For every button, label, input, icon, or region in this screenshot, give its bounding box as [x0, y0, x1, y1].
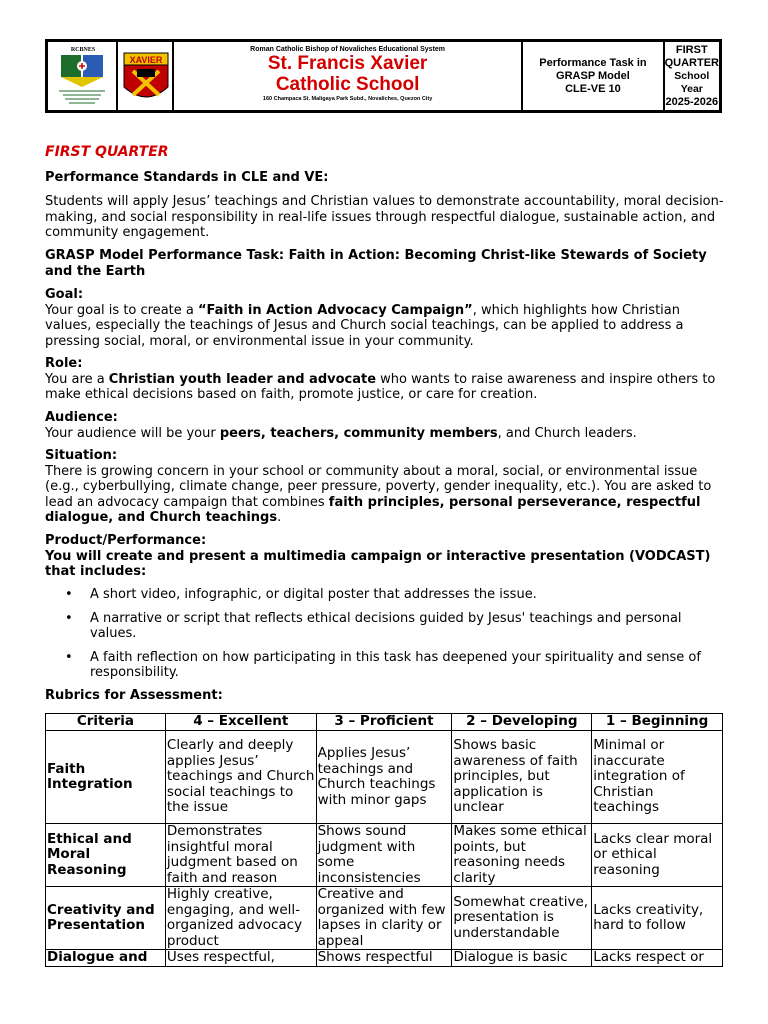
table-cell: Uses respectful,: [165, 950, 316, 967]
standards-heading: Performance Standards in CLE and VE:: [45, 170, 329, 185]
audience-section: Audience: Your audience will be your peers, teachers, community members, and Church leaders.: [45, 410, 637, 441]
column-header: 2 – Developing: [452, 714, 592, 731]
table-cell: Shows sound judgment with some inconsistencies: [316, 824, 452, 887]
column-header: 3 – Proficient: [316, 714, 452, 731]
logo1-caption: RCBNES: [70, 47, 96, 53]
column-header: Criteria: [46, 714, 166, 731]
table-cell: Makes some ethical points, but reasoning needs clarity: [452, 824, 592, 887]
task-line1: Performance Task in: [539, 56, 647, 69]
document-header: [45, 39, 722, 113]
table-cell: Lacks creativity, hard to follow: [592, 887, 723, 950]
goal-label: Goal:: [45, 287, 84, 302]
table-cell: Demonstrates insightful moral judgment based on faith and reason: [165, 824, 316, 887]
situation-section: Situation: There is growing concern in your school or community about a moral, social, or environmental issue (e.g., cyberbullying, climate change, peer pressure, poverty, gender inequality, etc.). You are asked to lead an advocacy campaign that combines faith principles, personal perseverance, respectful dialogue, and Church teachings.: [45, 448, 712, 525]
criteria-cell: Dialogue and: [46, 950, 166, 967]
table-row: [46, 887, 723, 950]
product-bullet-list: [45, 587, 725, 681]
product-label: Product/Performance:: [45, 533, 207, 548]
product-section: [45, 533, 725, 580]
table-header-row: [46, 714, 723, 731]
role-section: Role: You are a Christian youth leader and advocate who wants to raise awareness and inspire others to make ethical decisions based on faith, promote justice, or care for creation.: [45, 356, 716, 402]
table-row: [46, 950, 723, 967]
quarter-title: FIRST QUARTER: [45, 144, 169, 160]
xavier-logo: [118, 42, 174, 110]
list-item: • A faith reflection on how participating in this task has deepened your spirituality and sense of responsibility.: [45, 650, 725, 681]
task-line2: GRASP Model: [556, 69, 630, 82]
table-cell: Minimal or inaccurate integration of Christian teachings: [592, 731, 723, 824]
task-line3: CLE-VE 10: [565, 82, 621, 95]
school-name-line2: Catholic School: [275, 74, 420, 95]
table-row: [46, 731, 723, 824]
table-cell: Clearly and deeply applies Jesus’ teachings and Church social teachings to the issue: [165, 731, 316, 824]
situation-label: Situation:: [45, 448, 118, 463]
school-title-block: [174, 42, 523, 110]
criteria-cell: Creativity and Presentation: [46, 887, 166, 950]
table-cell: Somewhat creative, presentation is understandable: [452, 887, 592, 950]
audience-label: Audience:: [45, 410, 118, 425]
table-cell: Creative and organized with few lapses in clarity or appeal: [316, 887, 452, 950]
role-label: Role:: [45, 356, 83, 371]
criteria-cell: Faith Integration: [46, 731, 166, 824]
quarter-line1: FIRST: [675, 43, 708, 56]
column-header: 1 – Beginning: [592, 714, 723, 731]
table-cell: Dialogue is basic: [452, 950, 592, 967]
criteria-cell: Ethical and Moral Reasoning: [46, 824, 166, 887]
column-header: 4 – Excellent: [165, 714, 316, 731]
school-address: 160 Champaca St. Maligaya Park Subd., Novaliches, Quezon City: [262, 96, 433, 102]
table-cell: Shows respectful: [316, 950, 452, 967]
rcbnes-logo: [48, 42, 118, 110]
school-year-label: School Year: [674, 69, 710, 95]
standards-text: Students will apply Jesus’ teachings and Christian values to demonstrate accountability, moral decision-making, and social responsibility in real-life issues through respectful dialogue, sustainable action, and community engagement.: [45, 194, 724, 240]
table-row: [46, 824, 723, 887]
rubrics-heading: Rubrics for Assessment:: [45, 688, 223, 703]
list-item: • A narrative or script that reflects ethical decisions guided by Jesus' teachings and personal values.: [45, 611, 725, 642]
grasp-title: GRASP Model Performance Task: Faith in Action: Becoming Christ-like Stewards of Society and the Earth: [45, 248, 707, 279]
table-cell: Shows basic awareness of faith principles, but application is unclear: [452, 731, 592, 824]
logo2-caption: XAVIER: [129, 55, 163, 65]
system-name: Roman Catholic Bishop of Novaliches Educational System: [250, 46, 446, 53]
goal-section: Goal: Your goal is to create a “Faith in Action Advocacy Campaign”, which highlights how Christian values, especially the teachings of Jesus and Church social teachings, can be applied to address a pressing social, moral, or environmental issue in your community.: [45, 287, 684, 349]
rubric-table: [45, 713, 723, 967]
school-name-line1: St. Francis Xavier: [267, 53, 428, 74]
product-intro: You will create and present a multimedia campaign or interactive presentation (VODCAST) that includes:: [45, 548, 711, 579]
quarter-block: [665, 42, 719, 110]
table-cell: Highly creative, engaging, and well-organized advocacy product: [165, 887, 316, 950]
list-item: • A short video, infographic, or digital poster that addresses the issue.: [45, 587, 725, 603]
table-cell: Applies Jesus’ teachings and Church teachings with minor gaps: [316, 731, 452, 824]
table-cell: Lacks clear moral or ethical reasoning: [592, 824, 723, 887]
task-title-block: [523, 42, 664, 110]
table-cell: Lacks respect or: [592, 950, 723, 967]
quarter-line2: QUARTER: [664, 56, 719, 69]
school-year: 2025-2026: [665, 95, 719, 108]
